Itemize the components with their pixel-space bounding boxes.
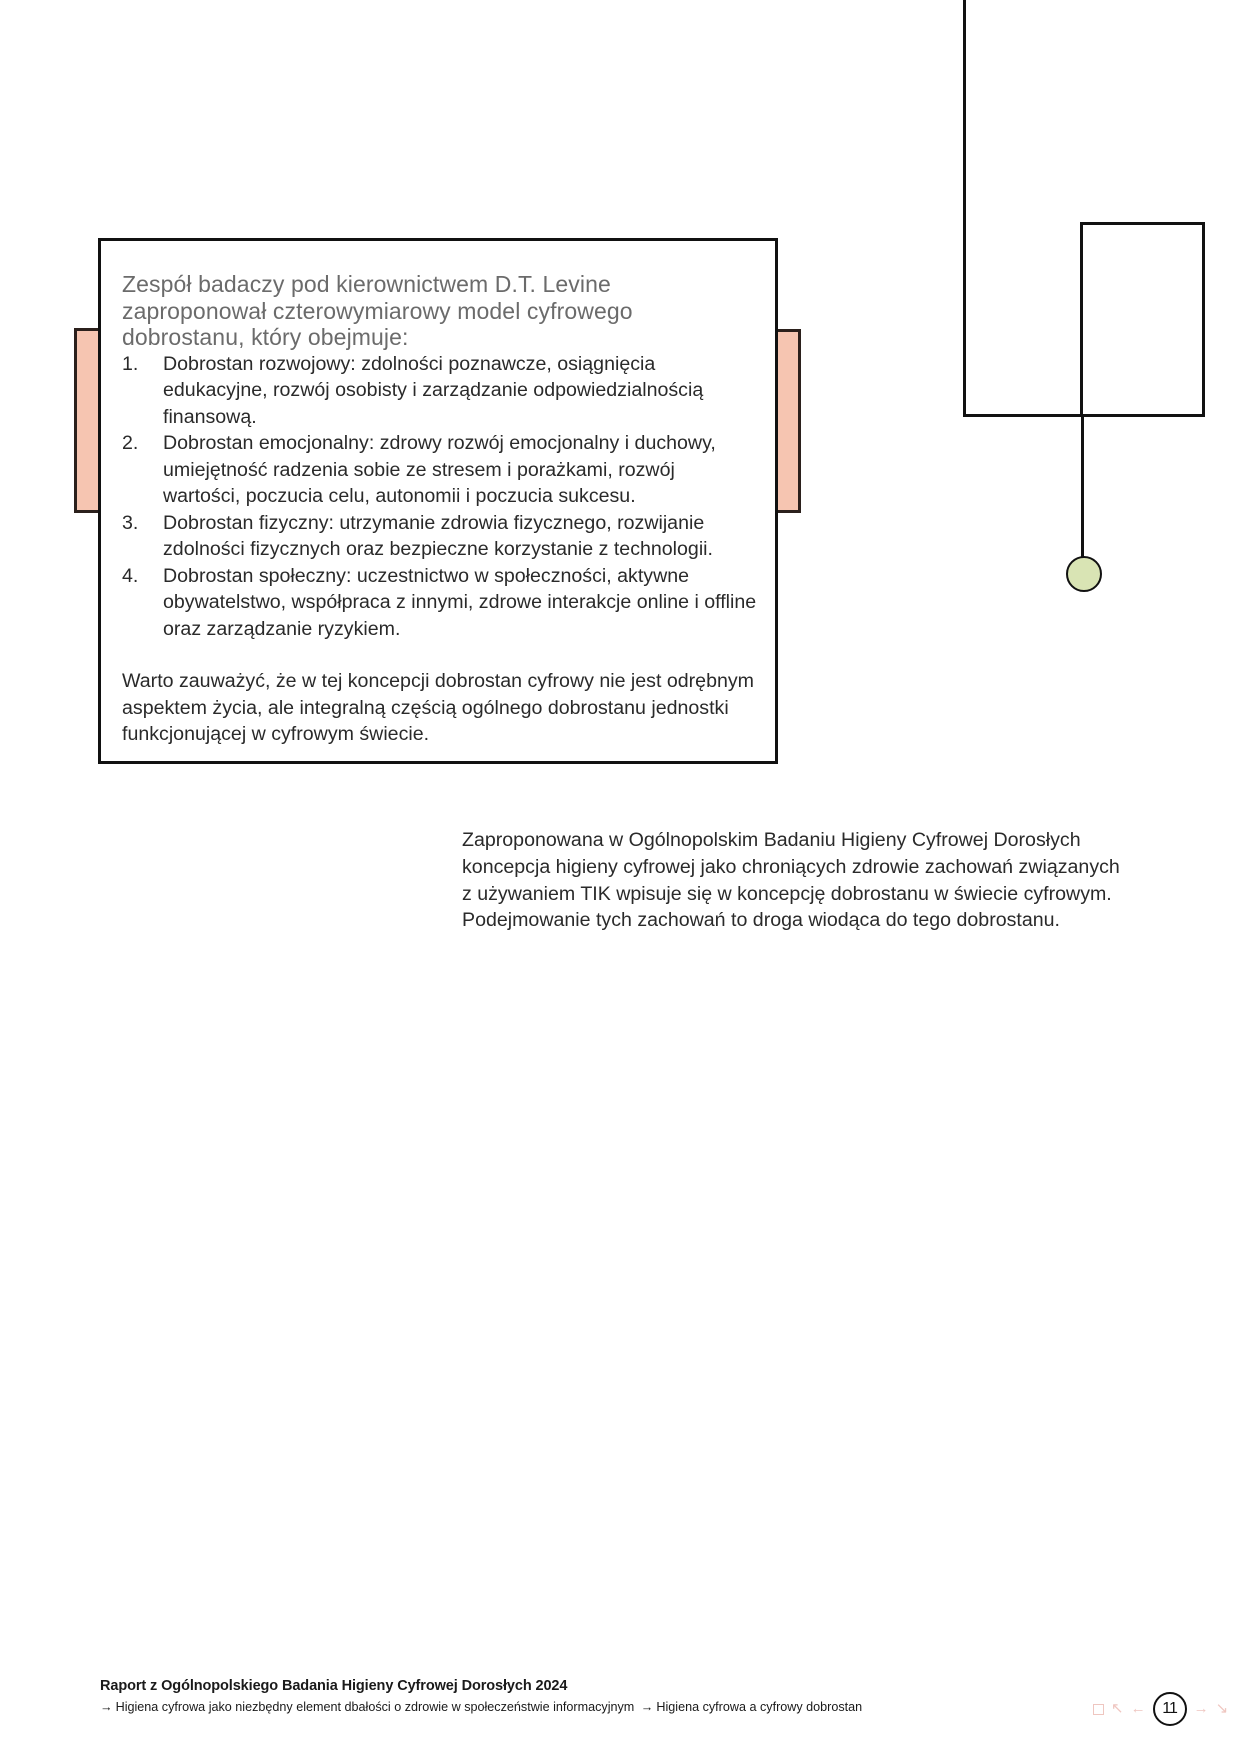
list-item-text: Dobrostan społeczny: uczestnictwo w społeczności, aktywne obywatelstwo, współpraca z innymi, zdrowe interakcje online i offline oraz zarządzanie ryzykiem.: [163, 564, 757, 640]
footer-report-title: Raport z Ogólnopolskiego Badania Higieny Cyfrowej Dorosłych 2024: [100, 1678, 568, 1694]
info-box: [98, 238, 778, 764]
list-item: [122, 351, 757, 431]
contents-square-icon[interactable]: [1093, 1704, 1104, 1715]
list-item-text: Dobrostan emocjonalny: zdrowy rozwój emocjonalny i duchowy, umiejętność radzenia sobie ze stresem i porażkami, rozwój wartości, poczucia celu, autonomii i poczucia sukcesu.: [163, 432, 716, 507]
diagram-inner-rectangle: [1080, 222, 1205, 417]
decorative-tab-right: [774, 329, 801, 513]
list-item-number: 1.: [122, 352, 139, 375]
arrow-right-icon: →: [640, 1700, 654, 1714]
list-item-number: 2.: [122, 432, 139, 454]
prev-page-arrow-icon[interactable]: ←: [1130, 1700, 1146, 1717]
next-page-arrow-icon[interactable]: →: [1193, 1700, 1209, 1717]
first-page-arrow-icon[interactable]: ↖: [1111, 1700, 1124, 1717]
wellbeing-dimensions-list: [122, 351, 757, 643]
page-number: 11: [1153, 1692, 1187, 1726]
list-item-number: 4.: [122, 564, 139, 587]
main-paragraph: Zaproponowana w Ogólnopolskim Badaniu Higieny Cyfrowej Dorosłych koncepcja higieny cyfrowej jako chroniących zdrowie zachowań związanych z używaniem TIK wpisuje się w koncepcję dobrostanu w świecie cyfrowym. Podejmowanie tych zachowań to droga wiodąca do tego dobrostanu.: [462, 829, 1120, 932]
diagram-node-circle: [1066, 556, 1102, 592]
list-item: [122, 563, 757, 643]
breadcrumb-item-chapter[interactable]: Higiena cyfrowa jako niezbędny element dbałości o zdrowie w społeczeństwie informacyjnym: [115, 1700, 635, 1714]
list-item: [122, 430, 757, 510]
page-navigation: [1093, 1692, 1228, 1726]
list-item-text: Dobrostan rozwojowy: zdolności poznawcze, osiągnięcia edukacyjne, rozwój osobisty i zarządzanie odpowiedzialnością finansową.: [163, 352, 704, 428]
last-page-arrow-icon[interactable]: ↘: [1215, 1700, 1229, 1717]
breadcrumb-item-section[interactable]: Higiena cyfrowa a cyfrowy dobrostan: [656, 1700, 863, 1714]
list-item-number: 3.: [122, 511, 139, 534]
diagram-connector-line: [1081, 415, 1084, 558]
info-box-note: Warto zauważyć, że w tej koncepcji dobrostan cyfrowy nie jest odrębnym aspektem życia, ale integralną częścią ogólnego dobrostanu jednostki funkcjonującej w cyfrowym świecie.: [122, 670, 754, 745]
diagram-vertical-line-outer: [963, 0, 966, 417]
list-item-text: Dobrostan fizyczny: utrzymanie zdrowia fizycznego, rozwijanie zdolności fizycznych oraz bezpieczne korzystanie z technologii.: [163, 511, 713, 560]
breadcrumb: [100, 1700, 862, 1714]
list-item: [122, 510, 757, 563]
arrow-right-icon: →: [100, 1700, 113, 1714]
info-box-intro: Zespół badaczy pod kierownictwem D.T. Levine zaproponował czterowymiarowy model cyfrowego dobrostanu, który obejmuje:: [122, 271, 633, 350]
